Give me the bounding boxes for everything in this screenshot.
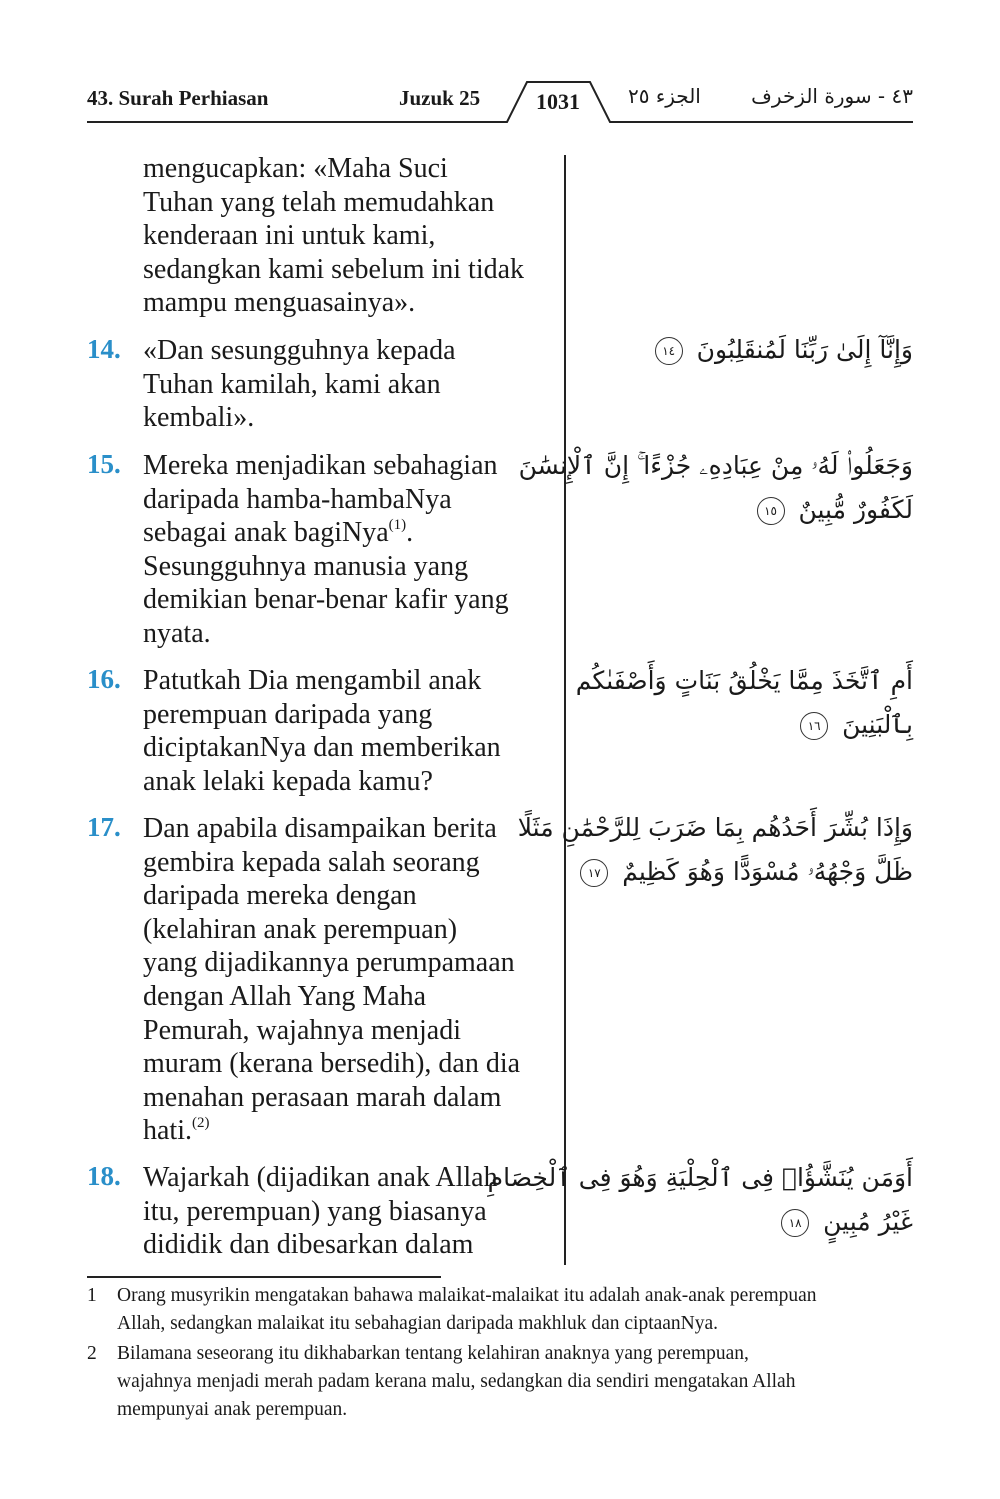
column-divider	[564, 155, 566, 1265]
arabic-line: وَجَعَلُوا۟ لَهُۥ مِنْ عِبَادِهِۦ جُزْءًا ۚ إِنَّ ٱلْإِنسَٰنَ	[518, 451, 913, 480]
arabic-verse-15	[518, 444, 913, 532]
arabic-line: وَإِنَّآ إِلَىٰ رَبِّنَا لَمُنقَلِبُونَ ١٤	[573, 328, 913, 372]
juz-label: Juzuk 25	[399, 86, 481, 110]
verse-number: 17.	[87, 812, 121, 842]
verse-number: 18.	[87, 1161, 121, 1191]
ayah-marker: ١٦	[800, 712, 828, 740]
arabic-line: وَإِذَا بُشِّرَ أَحَدُهُم بِمَا ضَرَبَ لِلرَّحْمَٰنِ مَثَلًا	[517, 813, 913, 842]
verse-number: 15.	[87, 449, 121, 479]
arabic-verse-17	[517, 806, 913, 894]
arabic-verse-16	[573, 659, 913, 747]
ayah-marker: ١٧	[580, 859, 608, 887]
verse-number: 14.	[87, 334, 121, 364]
arabic-surah-title: ٤٣ - سورة الزخرف	[751, 84, 913, 108]
footnote-number: 1	[87, 1285, 97, 1306]
footnote-number: 2	[87, 1343, 97, 1364]
footnote-rule	[87, 1276, 441, 1278]
arabic-line: أَوَمَن يُنَشَّؤُا۟ فِى ٱلْحِلْيَةِ وَهُوَ فِى ٱلْخِصَامِ	[487, 1163, 913, 1192]
footnote-ref[interactable]: (2)	[192, 1115, 210, 1132]
ayah-marker: ١٥	[757, 497, 785, 525]
ayah-marker: ١٤	[655, 337, 683, 365]
verse-text: Patutkah Dia mengambil anak perempuan daripada yang diciptakanNya dan memberikan anak lelaki kepada kamu?	[143, 665, 501, 797]
page-number: 1031	[536, 89, 580, 114]
intro-text: mengucapkan: «Maha Suci Tuhan yang telah memudahkan kenderaan ini untuk kami, sedangkan kami sebelum ini tidak mampu menguasainya».	[143, 153, 525, 319]
footnote-text: Orang musyrikin mengatakan bahawa malaikat-malaikat itu adalah anak-anak perempuan Allah, sedangkan malaikat itu sebahagian daripada makhluk dan ciptaanNya.	[117, 1285, 817, 1334]
verse-number: 16.	[87, 664, 121, 694]
verse-text: Mereka menjadikan sebahagian daripada hamba-hambaNya sebagai anak bagiNya$^{(1)}$. Sesungguhnya manusia yang demikian benar-benar kafir yang nyata.	[143, 450, 509, 649]
arabic-line: ظَلَّ وَجْهُهُۥ مُسْوَدًّا وَهُوَ كَظِيمٌ ١٧	[573, 850, 913, 894]
footnote-text: Bilamana seseorang itu dikhabarkan tentang kelahiran anaknya yang perempuan, wajahnya menjadi merah padam kerana malu, sedangkan dia sendiri mengatakan Allah mempunyai anak perempuan.	[117, 1343, 796, 1420]
verse-text: Dan apabila disampaikan berita gembira kepada salah seorang daripada mereka dengan (kelahiran anak perempuan) yang dijadikannya perumpamaan dengan Allah Yang Maha Pemurah, wajahnya menjadi muram (kerana bersedih), dan dia menahan perasaan marah dalam hati.$^{(2)}$	[143, 813, 521, 1147]
footnote-ref[interactable]: (1)	[388, 517, 407, 534]
arabic-line: لَكَفُورٌ مُّبِينٌ ١٥	[573, 488, 913, 532]
arabic-verse-14	[573, 328, 913, 372]
verse-text: Wajarkah (dijadikan anak Allah itu, perempuan) yang biasanya dididik dan dibesarkan dalam	[143, 1162, 498, 1261]
header-rule	[0, 0, 1000, 140]
arabic-juz-label: الجزء ٢٥	[628, 84, 701, 108]
verse-text: «Dan sesungguhnya kepada Tuhan kamilah, kami akan kembali».	[143, 335, 456, 434]
arabic-line: غَيْرُ مُبِينٍ ١٨	[573, 1200, 913, 1244]
surah-title: 43. Surah Perhiasan	[87, 86, 269, 110]
arabic-verse-18	[487, 1156, 913, 1244]
ayah-marker: ١٨	[781, 1209, 809, 1237]
arabic-line: أَمِ ٱتَّخَذَ مِمَّا يَخْلُقُ بَنَاتٍ وَأَصْفَىٰكُم	[575, 666, 913, 695]
arabic-line: بِٱلْبَنِينَ ١٦	[573, 703, 913, 747]
